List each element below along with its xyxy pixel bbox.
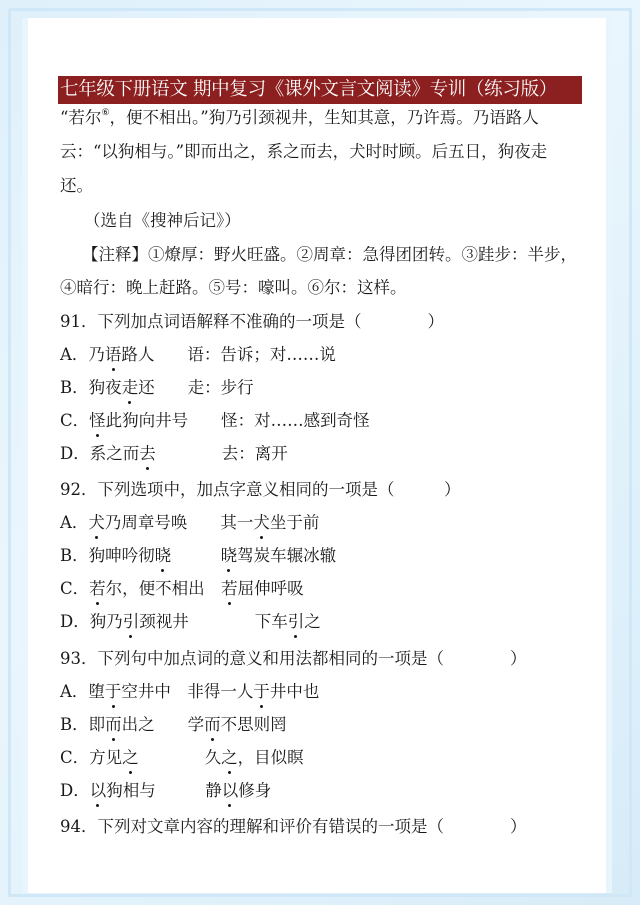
notes-line-1: 【注释】①燎厚：野火旺盛。②周章：急得团团转。③跬步：半步， [82, 245, 577, 264]
question-91-stem: 91．下列加点词语解释不准确的一项是（ ） [60, 312, 444, 331]
question-92-stem: 92．下列选项中，加点字意义相同的一项是（ ） [60, 480, 461, 499]
question-92-option-b: B．狗呻吟彻晓 晓驾炭车辗冰辙 [60, 546, 337, 565]
question-93-option-a: A．堕于空井中 非得一人于井中也 [60, 682, 320, 701]
question-91-option-a: A．乃语路人 语：告诉；对……说 [60, 345, 336, 364]
passage-source: （选自《搜神后记》） [84, 211, 241, 230]
question-92-option-c: C．若尔，便不相出 若屈伸呼吸 [60, 579, 304, 598]
question-93-option-c: C．方见之 久之，目似瞑 [60, 748, 304, 767]
worksheet-title: 七年级下册语文 期中复习《课外文言文阅读》专训（练习版） [58, 76, 582, 104]
passage-line-1: “若尔⑥，便不相出。”狗乃引颈视井，生知其意，乃许焉。乃语路人 [60, 108, 539, 127]
question-93-option-b: B．即而出之 学而不思则罔 [60, 715, 287, 734]
question-91-option-b: B．狗夜走还 走：步行 [60, 378, 254, 397]
question-91-option-c: C．怪此狗向井号 怪：对……感到奇怪 [60, 411, 370, 430]
question-92-option-d: D．狗乃引颈视井 下车引之 [60, 612, 321, 631]
passage-line-3: 还。 [60, 176, 93, 195]
question-93-stem: 93．下列句中加点词的意义和用法都相同的一项是（ ） [60, 649, 527, 668]
question-92-option-a: A．犬乃周章号唤 其一犬坐于前 [60, 513, 320, 532]
question-91-option-d: D．系之而去 去：离开 [60, 444, 288, 463]
notes-line-2: ④暗行：晚上赶路。⑤号：嚎叫。⑥尔：这样。 [60, 278, 407, 297]
question-94-stem: 94．下列对文章内容的理解和评价有错误的一项是（ ） [60, 817, 527, 836]
footnote-marker: ⑥ [101, 108, 110, 118]
question-93-option-d: D．以狗相与 静以修身 [60, 781, 272, 800]
passage-line-2: 云：“以狗相与。”即而出之，系之而去，犬时时顾。后五日，狗夜走 [60, 142, 548, 161]
